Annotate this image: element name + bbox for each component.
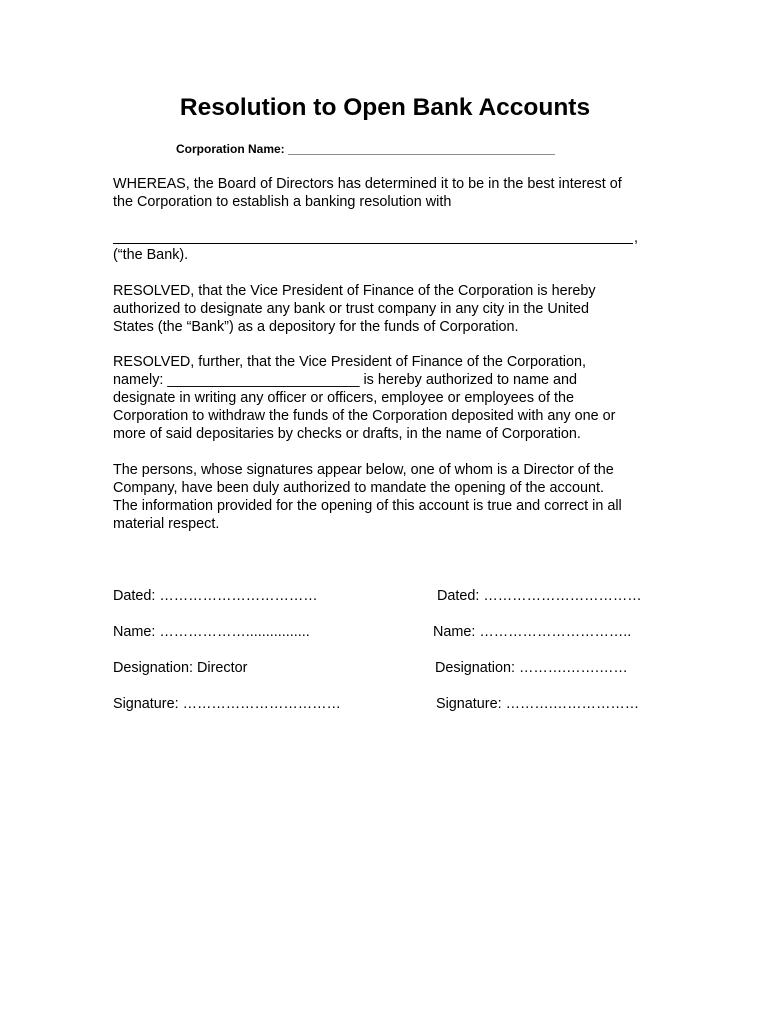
persons-line-4: material respect.	[113, 516, 220, 532]
left-designation-field: Designation: Director	[113, 660, 248, 676]
left-signature-field[interactable]: Signature: ……………………………	[113, 696, 341, 712]
resolved-1-line-1: RESOLVED, that the Vice President of Finance of the Corporation is hereby	[113, 283, 596, 299]
resolved-1-line-2: authorized to designate any bank or trust company in any city in the United	[113, 301, 589, 317]
whereas-line-1: WHEREAS, the Board of Directors has determined it to be in the best interest of	[113, 176, 622, 192]
persons-line-2: Company, have been duly authorized to mandate the opening of the account.	[113, 480, 604, 496]
right-dated-field[interactable]: Dated: ……………………………	[437, 588, 642, 604]
corporation-name-field[interactable]: Corporation Name: ________________________________________	[176, 142, 555, 156]
resolved-2-line-3: designate in writing any officer or officers, employee or employees of the	[113, 390, 575, 406]
left-dated-field[interactable]: Dated: ……………………………	[113, 588, 318, 604]
resolved-2-line-1: RESOLVED, further, that the Vice President of Finance of the Corporation,	[113, 354, 587, 370]
resolved-2-line-5: more of said depositaries by checks or drafts, in the name of Corporation.	[113, 426, 581, 442]
bank-blank-comma: ,	[634, 230, 638, 246]
right-name-field[interactable]: Name: …………………………..	[433, 624, 632, 640]
resolved-2-line-4: Corporation to withdraw the funds of the Corporation deposited with any one or	[113, 408, 616, 424]
persons-line-1: The persons, whose signatures appear below, one of whom is a Director of the	[113, 462, 614, 478]
whereas-line-2: the Corporation to establish a banking resolution with	[113, 194, 452, 210]
resolved-2-line-2: namely: ________________________ is hereby authorized to name and	[113, 372, 578, 388]
left-name-field[interactable]: Name: ………………................	[113, 624, 310, 640]
document-title: Resolution to Open Bank Accounts	[179, 94, 591, 121]
right-designation-field[interactable]: Designation: ……….…….……	[435, 660, 628, 676]
resolved-1-line-3: States (the “Bank”) as a depository for the funds of Corporation.	[113, 319, 519, 335]
right-signature-field[interactable]: Signature: ……….………………	[436, 696, 640, 712]
bank-name-blank[interactable]	[113, 243, 633, 244]
persons-line-3: The information provided for the opening of this account is true and correct in all	[113, 498, 622, 514]
the-bank-text: (“the Bank).	[113, 247, 189, 263]
